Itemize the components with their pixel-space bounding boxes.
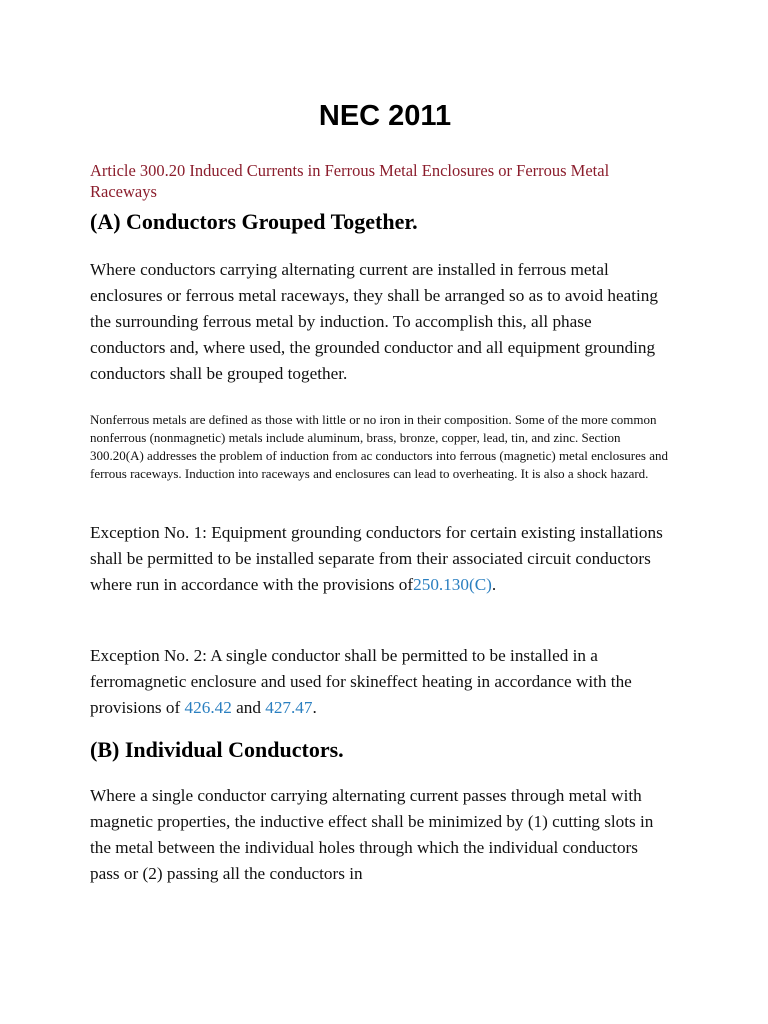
exception-2-conj: and [231,698,266,717]
link-250-130-c[interactable]: 250.130(C) [413,575,492,594]
exception-2-text: Exception No. 2: A single conductor shall be permitted to be installed in a ferromagnetic enclosure and used for skineffect heating in accordance with the provisions of [90,646,632,717]
link-426-42[interactable]: 426.42 [184,698,232,717]
article-heading: Article 300.20 Induced Currents in Ferrous Metal Enclosures or Ferrous Metal Raceways [90,161,610,201]
link-427-47[interactable]: 427.47 [265,698,313,717]
section-b-body: Where a single conductor carrying alternating current passes through metal with magnetic properties, the inductive effect shall be minimized by (1) cutting slots in the metal between the individual holes through which the individual conductors pass or (2) passing all the conductors in [90,786,654,883]
section-a-heading: (A) Conductors Grouped Together. [90,209,418,234]
section-a-note: Nonferrous metals are defined as those with little or no iron in their composition. Some of the more common nonferrous (nonmagnetic) metals include aluminum, brass, bronze, copper, lead, tin, and zinc. Section 300.20(A) addresses the problem of induction from ac conductors into ferrous (magnetic) metal enclosures and ferrous raceways. Induction into raceways and enclosures can lead to overheating. It is also a shock hazard. [90,412,668,481]
section-b-heading: (B) Individual Conductors. [90,737,344,762]
exception-1-text: Exception No. 1: Equipment grounding conductors for certain existing installations shall be permitted to be installed separate from their associated circuit conductors where run in accordance with the provisions of [90,523,663,594]
section-a-body: Where conductors carrying alternating current are installed in ferrous metal enclosures or ferrous metal raceways, they shall be arranged so as to avoid heating the surrounding ferrous metal by induction. To accomplish this, all phase conductors and, where used, the grounded conductor and all equipment grounding conductors shall be grouped together. [90,260,658,383]
exception-1-end: . [491,575,497,594]
exception-2-end: . [312,698,317,717]
exception-1 [90,520,670,598]
exception-2 [90,643,670,721]
page-title: NEC 2011 [318,100,452,132]
